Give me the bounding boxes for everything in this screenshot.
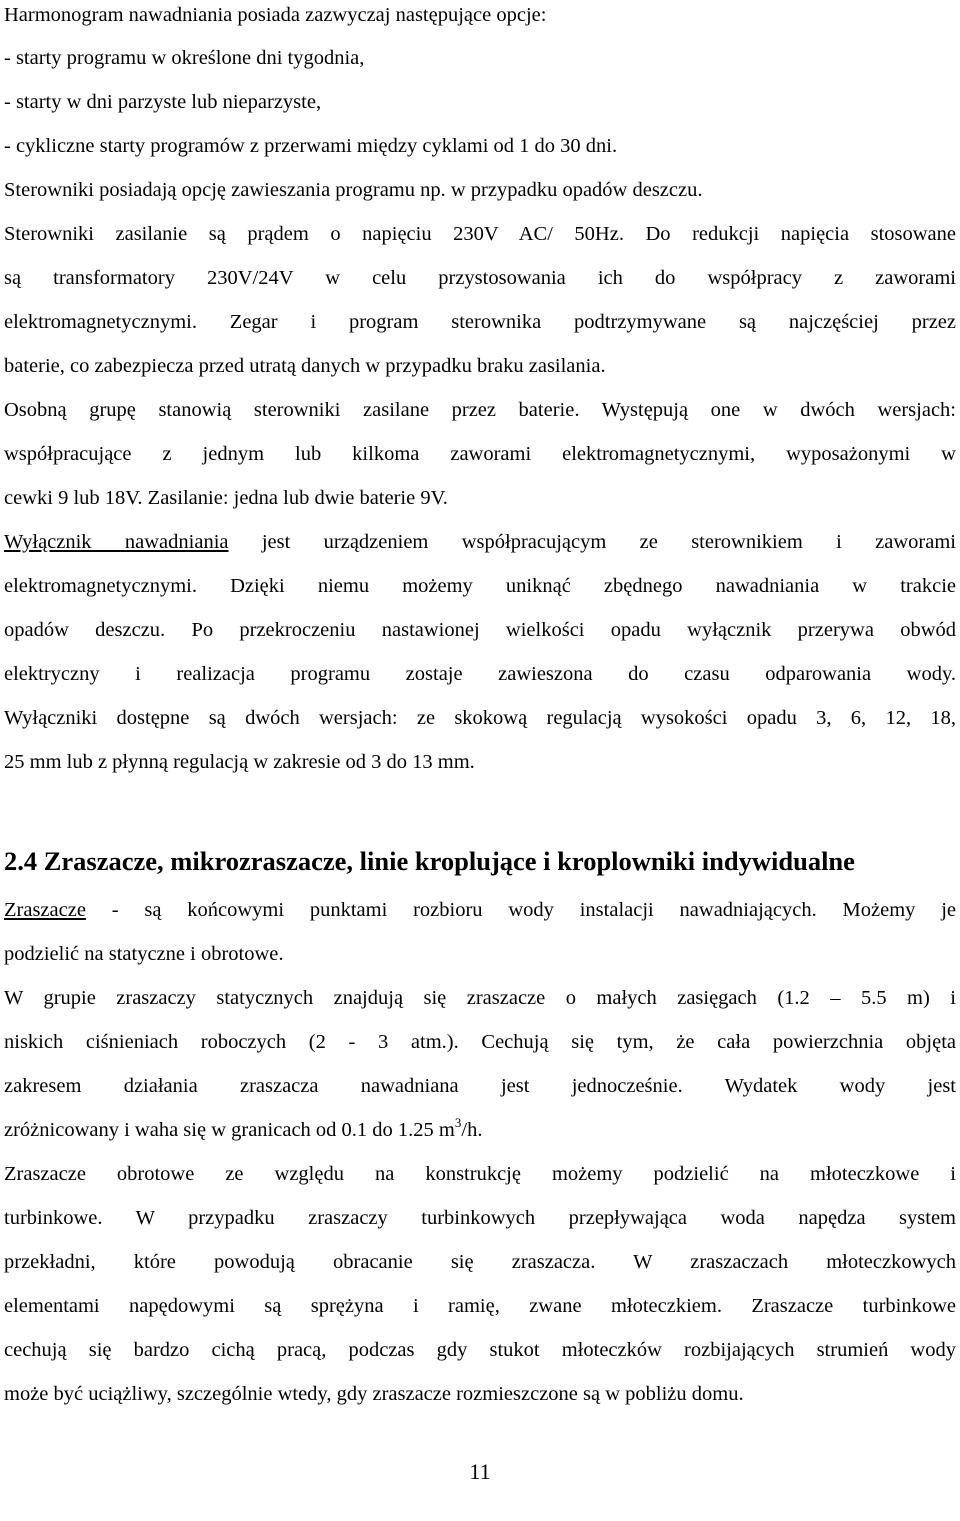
text-line-flow — [4, 1117, 956, 1143]
switch-description: jest urządzeniem współpracującym ze sterownikiem i zaworami — [228, 531, 956, 553]
text-line: Zraszacze obrotowe ze względu na konstrukcję możemy podzielić na młoteczkowe i — [4, 1163, 956, 1185]
text-line: turbinkowe. W przypadku zraszaczy turbinkowych przepływająca woda napędza system — [4, 1207, 956, 1229]
text-line: elektromagnetycznymi. Dzięki niemu możemy uniknąć zbędnego nawadniania w trakcie — [4, 575, 956, 597]
term-switch: Wyłącznik nawadniania — [4, 531, 229, 553]
text-line: Sterowniki posiadają opcję zawieszania programu np. w przypadku opadów deszczu. — [4, 179, 703, 201]
text-line: Sterowniki zasilanie są prądem o napięciu 230V AC/ 50Hz. Do redukcji napięcia stosowane — [4, 223, 956, 245]
text-line-switch — [4, 529, 956, 555]
text-line: baterie, co zabezpiecza przed utratą danych w przypadku braku zasilania. — [4, 355, 606, 377]
text-line: elektromagnetycznymi. Zegar i program sterownika podtrzymywane są najczęściej przez — [4, 311, 956, 333]
text-line: elementami napędowymi są sprężyna i ramię, zwane młoteczkiem. Zraszacze turbinkowe — [4, 1295, 956, 1317]
section-number: 2.4 — [4, 846, 38, 876]
term-sprinklers: Zraszacze — [4, 899, 86, 921]
page-number: 11 — [469, 1459, 491, 1484]
text-line: cechują się bardzo cichą pracą, podczas gdy stukot młoteczków rozbijających strumień wody — [4, 1339, 956, 1361]
flow-text: zróżnicowany i waha się w granicach od 0.1 do 1.25 m — [4, 1119, 455, 1141]
text-line: współpracujące z jednym lub kilkoma zaworami elektromagnetycznymi, wyposażonymi w — [4, 443, 956, 465]
text-line: niskich ciśnieniach roboczych (2 - 3 atm.). Cechują się tym, że cała powierzchnia objęta — [4, 1031, 956, 1053]
section-heading — [4, 845, 956, 877]
text-line: przekładni, które powodują obracanie się zraszacza. W zraszaczach młoteczkowych — [4, 1251, 956, 1273]
text-line: - cykliczne starty programów z przerwami między cyklami od 1 do 30 dni. — [4, 135, 618, 157]
section-title: Zraszacze, mikrozraszacze, linie kroplujące i kroplowniki indywidualne — [43, 846, 855, 876]
flow-unit-end: /h. — [461, 1119, 483, 1141]
text-line: 25 mm lub z płynną regulacją w zakresie od 3 do 13 mm. — [4, 751, 475, 773]
text-line: elektryczny i realizacja programu zostaje zawieszona do czasu odparowania wody. — [4, 663, 956, 685]
text-line: są transformatory 230V/24V w celu przystosowania ich do współpracy z zaworami — [4, 267, 956, 289]
text-line: - starty programu w określone dni tygodnia, — [4, 47, 365, 69]
text-line: Harmonogram nawadniania posiada zazwyczaj następujące opcje: — [4, 4, 547, 26]
text-line: Wyłączniki dostępne są dwóch wersjach: ze skokową regulacją wysokości opadu 3, 6, 12, 18, — [4, 707, 956, 729]
text-line: W grupie zraszaczy statycznych znajdują się zraszacze o małych zasięgach (1.2 – 5.5 m) i — [4, 987, 956, 1009]
text-line: podzielić na statyczne i obrotowe. — [4, 943, 284, 965]
text-line: może być uciążliwy, szczególnie wtedy, gdy zraszacze rozmieszczone są w pobliżu domu. — [4, 1383, 744, 1405]
text-line: opadów deszczu. Po przekroczeniu nastawionej wielkości opadu wyłącznik przerywa obwód — [4, 619, 956, 641]
text-line-sprinklers — [4, 897, 956, 923]
flow-superscript: 3 — [454, 1115, 462, 1130]
text-line: - starty w dni parzyste lub nieparzyste, — [4, 91, 322, 113]
sprinklers-description: - są końcowymi punktami rozbioru wody instalacji nawadniających. Możemy je — [85, 899, 956, 921]
text-line: Osobną grupę stanowią sterowniki zasilane przez baterie. Występują one w dwóch wersjach: — [4, 399, 956, 421]
text-line: cewki 9 lub 18V. Zasilanie: jedna lub dwie baterie 9V. — [4, 487, 448, 509]
text-line: zakresem działania zraszacza nawadniana jest jednocześnie. Wydatek wody jest — [4, 1075, 956, 1097]
